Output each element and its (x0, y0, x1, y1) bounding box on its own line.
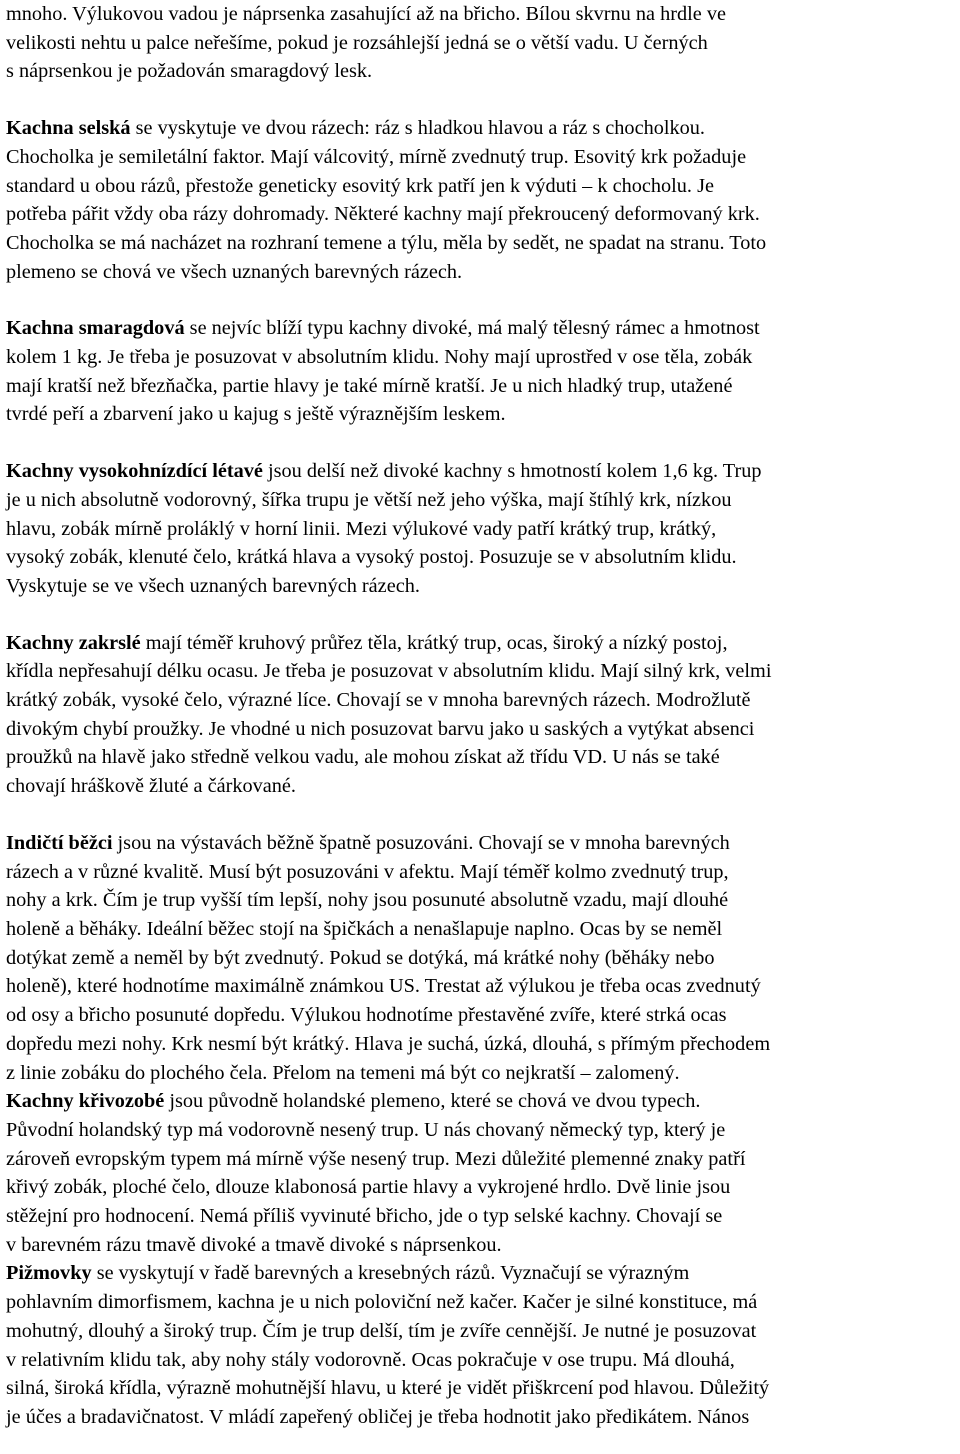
paragraph-gap (6, 429, 956, 457)
text-line: mohutný, dlouhý a široký trup. Čím je trup delší, tím je zvíře cennější. Je nutné je posuzovat (6, 1319, 757, 1342)
text-run: se nejvíc blíží typu kachny divoké, má malý tělesný rámec a hmotnost (184, 317, 760, 340)
breed-name: Kachna selská (6, 117, 131, 140)
text-line: divokým chybí proužky. Je vhodné u nich posuzovat barvu jako u saských a vytýkat absenci (6, 717, 755, 740)
text-line: chovají hráškově žluté a čárkované. (6, 775, 296, 798)
text-run: mají téměř kruhový průřez těla, krátký trup, ocas, široký a nízký postoj, (140, 631, 728, 654)
text-line: je účes a bradavičnatost. V mládí zapeřený obličej je třeba hodnotit jako předikátem. Nános (6, 1405, 750, 1428)
text-line (6, 457, 956, 486)
text-line: velikosti nehtu u palce neřešíme, pokud je rozsáhlejší jedná se o větší vadu. U černých (6, 31, 708, 54)
text-line: rázech a v různé kvalitě. Musí být posuzováni v afektu. Mají téměř kolmo zvednutý trup, (6, 860, 729, 883)
text-line: v barevném rázu tmavě divoké a tmavě divoké s náprsenkou. (6, 1233, 502, 1256)
breed-name: Kachny křivozobé (6, 1090, 165, 1113)
text-line (6, 829, 956, 858)
paragraph-pizmovky (6, 1259, 956, 1431)
text-line: tvrdé peří a zbarvení jako u kajug s ještě výraznějším leskem. (6, 403, 506, 426)
text-line: křivý zobák, ploché čelo, dlouze klabonosá partie hlavy a vykrojené hrdlo. Dvě linie jsou (6, 1176, 731, 1199)
text-line: je u nich absolutně vodorovný, šířka trupu je větší než jeho výška, mají štíhlý krk, nízkou (6, 488, 732, 511)
paragraph-gap (6, 86, 956, 114)
paragraph-gap (6, 286, 956, 314)
text-line: stěžejní pro hodnocení. Nemá příliš vyvinuté břicho, jde o typ selské kachny. Chovají se (6, 1205, 723, 1228)
paragraph-kachny-zakrsle (6, 629, 956, 801)
text-line: mnoho. Výlukovou vadou je náprsenka zasahující až na břicho. Bílou skvrnu na hrdle ve (6, 3, 726, 25)
text-line: standard u obou rázů, přestože geneticky esovitý krk patří jen k výduti – k chocholu. Je (6, 174, 714, 197)
breed-name: Indičtí běžci (6, 831, 113, 854)
paragraph-intro (6, 0, 956, 86)
paragraph-gap (6, 801, 956, 829)
text-line (6, 1259, 956, 1288)
paragraph-gap (6, 601, 956, 629)
text-line: dopředu mezi nohy. Krk nesmí být krátký. Hlava je suchá, úzká, dlouhá, s přímým přechodem (6, 1032, 771, 1055)
text-line (6, 314, 956, 343)
text-line: vysoký zobák, klenuté čelo, krátká hlava a vysoký postoj. Posuzuje se v absolutním klidu. (6, 546, 737, 569)
text-run: jsou na výstavách běžně špatně posuzováni. Chovají se v mnoha barevných (112, 831, 730, 854)
text-run: se vyskytuje ve dvou rázech: ráz s hladkou hlavou a ráz s chocholkou. (130, 117, 705, 140)
text-run: jsou delší než divoké kachny s hmotností kolem 1,6 kg. Trup (262, 460, 762, 483)
text-line: Vyskytuje se ve všech uznaných barevných rázech. (6, 574, 420, 597)
text-line: holeně), které hodnotíme maximálně známkou US. Trestat až výlukou je třeba ocas zvednutý (6, 975, 761, 998)
text-line (6, 629, 956, 658)
paragraph-kachna-smaragdova (6, 314, 956, 429)
paragraph-indicti-bezci (6, 829, 956, 1087)
text-line (6, 114, 956, 143)
breed-name: Kachny zakrslé (6, 631, 141, 654)
text-run: se vyskytují v řadě barevných a kresebných rázů. Vyznačují se výrazným (91, 1262, 690, 1285)
text-run: jsou původně holandské plemeno, které se chová ve dvou typech. (164, 1090, 701, 1113)
text-line: kolem 1 kg. Je třeba je posuzovat v absolutním klidu. Nohy mají uprostřed v ose těla, zobák (6, 346, 753, 369)
text-line: v relativním klidu tak, aby nohy stály vodorovně. Ocas pokračuje v ose trupu. Má dlouhá, (6, 1348, 735, 1371)
text-line: křídla nepřesahují délku ocasu. Je třeba je posuzovat v absolutním klidu. Mají silný krk, velmi (6, 660, 772, 683)
text-line: nohy a krk. Čím je trup vyšší tím lepší, nohy jsou posunuté absolutně vzadu, mají dlouhé (6, 889, 729, 912)
breed-name: Kachna smaragdová (6, 317, 185, 340)
text-line: potřeba pářit vždy oba rázy dohromady. Některé kachny mají překroucený deformovaný krk. (6, 203, 760, 226)
text-line: pohlavním dimorfismem, kachna je u nich poloviční než kačer. Kačer je silné konstituce, má (6, 1291, 758, 1314)
paragraph-kachny-vysokohnizdici (6, 457, 956, 601)
text-line: hlavu, zobák mírně proláklý v horní linii. Mezi výlukové vady patří krátký trup, krátký, (6, 517, 717, 540)
paragraph-kachna-selska (6, 114, 956, 286)
text-line (6, 1087, 956, 1116)
breed-name: Pižmovky (6, 1262, 92, 1285)
text-line: mají kratší než březňačka, partie hlavy je také mírně kratší. Je u nich hladký trup, utažené (6, 374, 733, 397)
text-line: od osy a břicho posunuté dopředu. Výlukou hodnotíme přestavěné zvíře, které strká ocas (6, 1004, 727, 1027)
text-line: plemeno se chová ve všech uznaných barevných rázech. (6, 260, 463, 283)
breed-name: Kachny vysokohnízdící létavé (6, 460, 263, 483)
text-line: holeně a běháky. Ideální běžec stojí na špičkách a nenašlapuje naplno. Ocas by se neměl (6, 917, 723, 940)
text-line: Původní holandský typ má vodorovně nesený trup. U nás chovaný německý typ, který je (6, 1118, 726, 1141)
text-line: z linie zobáku do plochého čela. Přelom na temeni má být co nejkratší – zalomený. (6, 1061, 680, 1084)
text-line: zároveň evropským typem má mírně výše nesený trup. Mezi důležité plemenné znaky patří (6, 1147, 746, 1170)
paragraph-kachny-krivozobe (6, 1087, 956, 1259)
text-line: krátký zobák, vysoké čelo, výrazné líce. Chovají se v mnoha barevných rázech. Modrožlutě (6, 689, 751, 712)
document-page (6, 0, 956, 1432)
text-line: Chocholka je semiletální faktor. Mají válcovitý, mírně zvednutý trup. Esovitý krk požaduje (6, 145, 747, 168)
text-line: Chocholka se má nacházet na rozhraní temene a týlu, měla by sedět, ne spadat na stranu. Toto (6, 231, 767, 254)
text-line: silná, široká křídla, výrazně mohutnější hlavu, u které je vidět přiškrcení pod hlavou. Důležitý (6, 1377, 770, 1400)
text-line: proužků na hlavě jako středně velkou vadu, ale mohou získat až třídu VD. U nás se také (6, 746, 720, 769)
text-line: dotýkat země a neměl by být zvednutý. Pokud se dotýká, má krátké nohy (běháky nebo (6, 946, 715, 969)
text-line: s náprsenkou je požadován smaragdový lesk. (6, 60, 373, 83)
